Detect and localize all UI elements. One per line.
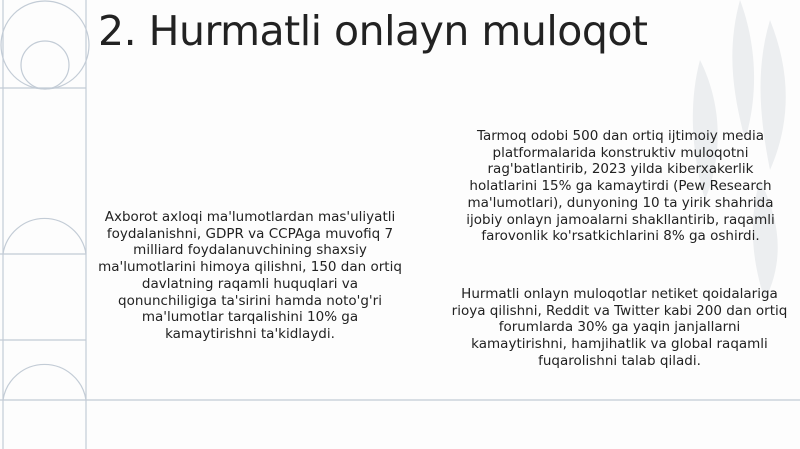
- decorative-circle-large: [1, 1, 89, 89]
- left-paragraph: Axborot axloqi ma'lumotlardan mas'uliyatli foydalanishni, GDPR va CCPAga muvofiq 7 milliard foydalanuvchining shaxsiy ma'lumotlarini himoya qilishni, 150 dan ortiq davlatning raqamli huquqlari va qonunchiligiga ta'sirini hamda noto'g'ri ma'lumotlar tarqalishini 10% ga kamaytirishni ta'kidlaydi.: [98, 209, 402, 342]
- decorative-circle-small: [21, 41, 69, 89]
- right-paragraph-bottom: Hurmatli onlayn muloqotlar netiket qoidalariga rioya qilishni, Reddit va Twitter kabi 200 dan ortiq forumlarda 30% ga yaqin janjallarni kamaytirishni, hamjihatlik va global raqamli fuqarolishni talab qiladi.: [451, 286, 788, 369]
- decorative-arch-upper: [3, 218, 86, 254]
- right-paragraph-top: Tarmoq odobi 500 dan ortiq ijtimoiy media platformalarida konstruktiv muloqotni rag'batlantirib, 2023 yilda kiberxakerlik holatlarini 15% ga kamaytirdi (Pew Research ma'lumotlari), dunyoning 10 ta yirik shahrida ijobiy onlayn jamoalarni shakllantirib, raqamli farovonlik ko'rsatkichlarini 8% ga oshirdi.: [466, 128, 775, 245]
- decorative-arch-lower: [3, 364, 86, 400]
- slide-title: 2. Hurmatli onlayn muloqot: [98, 7, 648, 55]
